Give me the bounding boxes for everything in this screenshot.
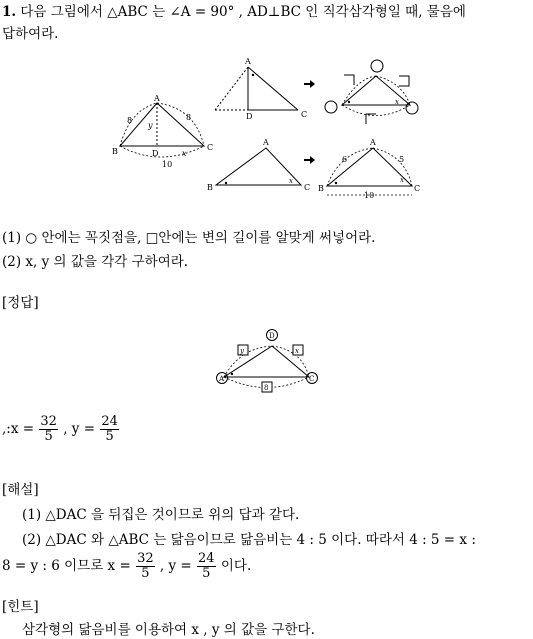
fig4-label-6: 6 (342, 155, 348, 164)
fig2-label-a: A (245, 57, 251, 66)
explanation-line-2: (2) △DAC 와 △ABC 는 닮음이므로 닮음비는 4 : 5 이다. 따라서 4 : 5 = x : (22, 532, 476, 548)
fig3-label-a: A (263, 138, 269, 147)
answer-heading: [정답] (2, 295, 39, 311)
fig4-label-10: 10 (364, 191, 375, 200)
answer-values (2, 411, 120, 447)
question-1: (1) ○ 안에는 꼭짓점을, □안에는 변의 길이를 알맞게 써넣어라. (2, 230, 376, 246)
fig1-label-bc: 10 (162, 160, 173, 169)
figure-1 (112, 94, 213, 169)
fig1-label-x: x (182, 149, 187, 158)
fig4-label-a: A (370, 138, 376, 147)
problem-figures (0, 55, 533, 205)
explanation-x-den: 5 (141, 566, 150, 581)
answer-fig-top: D (269, 332, 275, 340)
answer-figure (212, 324, 322, 396)
problem-text-1: 다음 그림에서 △ABC 는 ∠A = 90° , AD⊥BC 인 직각삼각형일 때, 물음에 (20, 4, 466, 20)
fig4-label-5: 5 (399, 155, 405, 164)
figure-2-blanks (325, 60, 418, 124)
question-2: (2) x, y 의 값을 각각 구하여라. (2, 254, 189, 270)
answer-x-fraction (39, 415, 58, 444)
explanation-line-1: (1) △DAC 을 뒤집은 것이므로 위의 답과 같다. (22, 507, 300, 523)
answer-fig-right: C (309, 375, 315, 383)
fig1-label-ab: 8 (127, 116, 133, 125)
explanation-line-3a: 8 = y : 6 이므로 x = (2, 558, 131, 574)
problem-line-2: 답하여라. (2, 26, 59, 42)
fig2-label-d: D (246, 112, 253, 121)
explanation-y-fraction (197, 552, 216, 581)
explanation-y-den: 5 (202, 566, 211, 581)
answer-sep: , y = (63, 421, 96, 437)
answer-fig-box-right: x (295, 347, 299, 355)
arrow-icon (304, 80, 315, 88)
fig1-label-c: C (207, 143, 214, 152)
answer-fig-box-bottom: 8 (264, 384, 269, 392)
answer-y-fraction (100, 415, 119, 444)
figure-3 (207, 138, 310, 192)
explanation-x-fraction (136, 552, 155, 581)
answer-x-num: 32 (40, 414, 57, 429)
fig1-label-d: D (152, 149, 159, 158)
fig4-label-x: x (400, 176, 404, 184)
explanation-y-num: 24 (198, 551, 215, 566)
fig4-label-b: B (318, 184, 324, 193)
figure-2 (215, 57, 307, 121)
fig1-label-a: A (154, 94, 160, 103)
fig3-label-b: B (207, 183, 213, 192)
hint-line-1: 삼각형의 닮음비를 이용하여 x , y 의 값을 구한다. (22, 622, 315, 638)
explanation-line-3c: 이다. (220, 558, 252, 574)
answer-fig-left: A (219, 375, 225, 383)
answer-fig-box-left: y (240, 347, 244, 355)
answer-prefix: ,:x = (2, 421, 35, 437)
fig3-label-c: C (304, 183, 311, 192)
fig4-label-c: C (414, 184, 421, 193)
answer-y-den: 5 (105, 429, 114, 444)
problem-line-1 (2, 3, 466, 21)
problem-number: 1. (2, 4, 17, 20)
answer-x-den: 5 (44, 429, 53, 444)
fig1-label-b: B (112, 147, 118, 156)
explanation-heading: [해설] (2, 482, 39, 498)
explanation-x-num: 32 (137, 551, 154, 566)
fig3-label-x: x (289, 177, 293, 185)
hint-heading: [힌트] (2, 599, 39, 615)
fig2-label-c: C (301, 110, 308, 119)
fig1-label-y: y (148, 121, 153, 130)
figure-4 (318, 138, 420, 200)
explanation-line-3 (2, 548, 251, 584)
explanation-line-3b: , y = (159, 558, 192, 574)
fig1-label-ac: 8 (186, 113, 192, 122)
arrow-icon (304, 156, 315, 164)
answer-y-num: 24 (101, 414, 118, 429)
svg-text:x: x (395, 98, 399, 106)
